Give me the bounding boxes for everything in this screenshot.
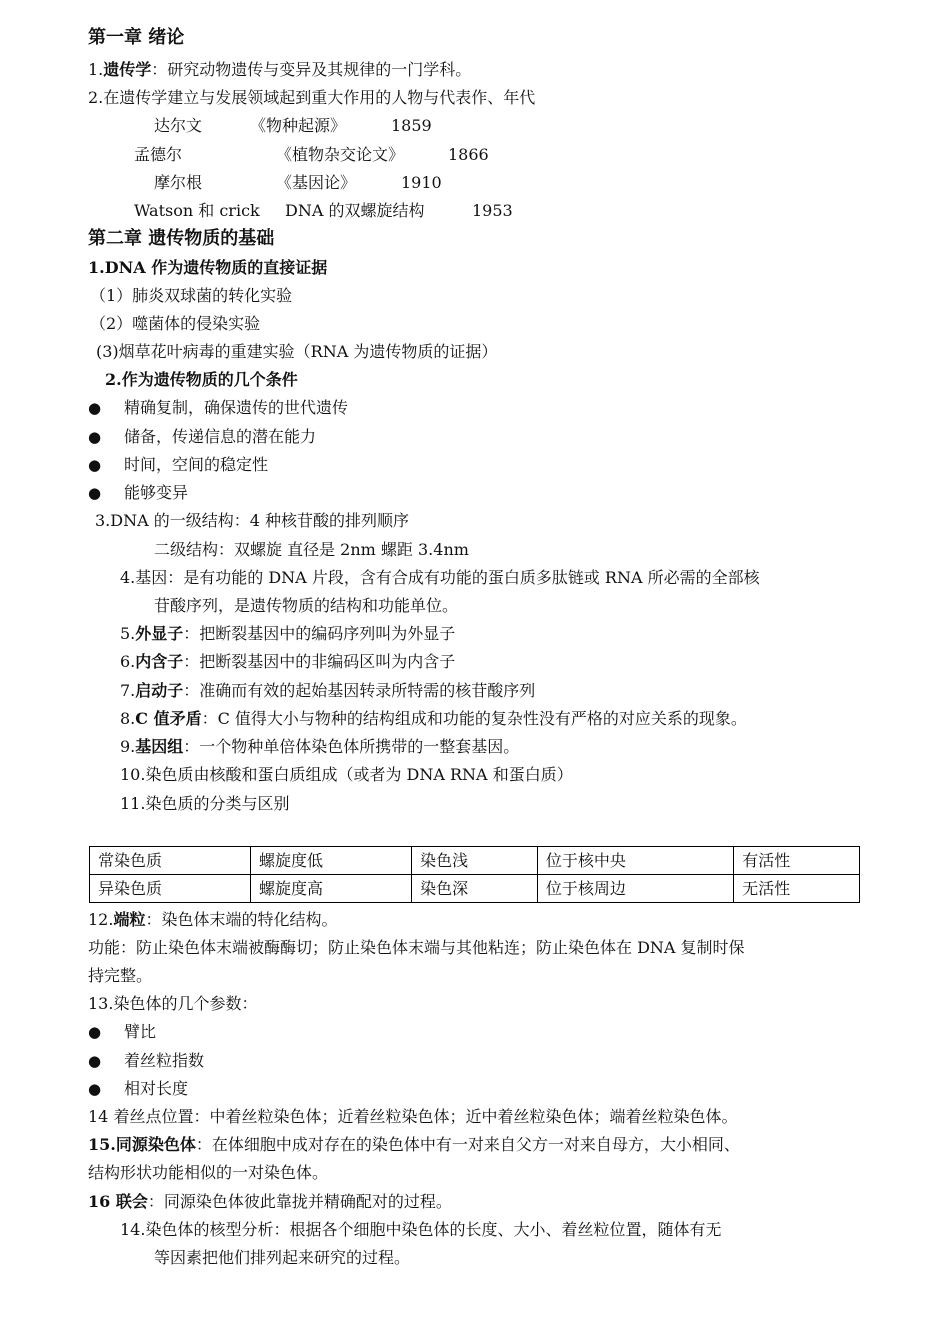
- bullet-item: 臂比: [124, 1022, 157, 1041]
- bullet-icon: ●: [88, 1052, 102, 1070]
- table-row: [90, 847, 860, 875]
- section1-item: （2）噬菌体的侵染实验: [90, 314, 261, 333]
- section4-line2: 苷酸序列，是遗传物质的结构和功能单位。: [154, 596, 459, 615]
- bullet-item: 储备，传递信息的潜在能力: [124, 427, 317, 446]
- table-cell: 异染色质: [90, 875, 251, 903]
- table-cell: 常染色质: [90, 847, 251, 875]
- ch1-item1: [88, 60, 471, 80]
- person-year: 1859: [391, 116, 432, 135]
- section1-title: 1.DNA 作为遗传物质的直接证据: [88, 258, 328, 277]
- ch1-item2: 2.在遗传学建立与发展领域起到重大作用的人物与代表作、年代: [88, 88, 536, 107]
- section10: 10.染色质由核酸和蛋白质组成（或者为 DNA RNA 和蛋白质）: [120, 765, 573, 784]
- person-name: 孟德尔: [134, 145, 183, 164]
- table-cell: 染色深: [412, 875, 538, 903]
- section-text: ：把断裂基因中的编码序列叫为外显子: [183, 624, 456, 643]
- section14-centromere: 14 着丝点位置：中着丝粒染色体；近着丝粒染色体；近中着丝粒染色体；端着丝粒染色体。: [88, 1107, 738, 1126]
- section9: [120, 737, 519, 757]
- section-term: 端粒: [113, 910, 146, 929]
- person-name: 摩尔根: [154, 173, 203, 192]
- section-term: 15.同源染色体: [88, 1135, 196, 1154]
- section-term: 启动子: [135, 681, 184, 700]
- chromatin-table: [89, 846, 860, 903]
- section11: 11.染色质的分类与区别: [120, 794, 290, 813]
- bullet-item: 能够变异: [124, 483, 189, 502]
- person-work: DNA 的双螺旋结构: [285, 201, 425, 220]
- section3-line1: 3.DNA 的一级结构：4 种核苷酸的排列顺序: [95, 511, 410, 530]
- section1-item: （1）肺炎双球菌的转化实验: [90, 286, 293, 305]
- person-name: Watson 和 crick: [134, 201, 260, 220]
- ch1-item1-text: ：研究动物遗传与变异及其规律的一门学科。: [151, 60, 472, 79]
- person-work: 《植物杂交论文》: [276, 145, 405, 164]
- bullet-icon: ●: [88, 1080, 102, 1098]
- section-term: 16 联会: [88, 1192, 148, 1211]
- section-num: 5.: [120, 624, 136, 643]
- section14-karyotype-line2: 等因素把他们排列起来研究的过程。: [154, 1248, 411, 1267]
- table-row: [90, 875, 860, 903]
- bullet-item: 着丝粒指数: [124, 1051, 205, 1070]
- section-term: C 值矛盾: [135, 709, 202, 728]
- section-text: ：染色体末端的特化结构。: [145, 910, 338, 929]
- section-text: ：C 值得大小与物种的结构组成和功能的复杂性没有严格的对应关系的现象。: [201, 709, 747, 728]
- ch1-item1-num: 1.: [88, 60, 104, 79]
- section-num: 9.: [120, 737, 136, 756]
- section-text: ：同源染色体彼此靠拢并精确配对的过程。: [147, 1192, 452, 1211]
- section-text: ：在体细胞中成对存在的染色体中有一对来自父方一对来自母方，大小相同、: [195, 1135, 740, 1154]
- person-work: 《基因论》: [276, 173, 357, 192]
- table-cell: 无活性: [734, 875, 860, 903]
- section5: [120, 624, 455, 644]
- section13: 13.染色体的几个参数：: [88, 994, 258, 1013]
- section15-line2: 结构形状功能相似的一对染色体。: [88, 1163, 329, 1182]
- section3-line2: 二级结构：双螺旋 直径是 2nm 螺距 3.4nm: [154, 540, 469, 559]
- section2-title: 2.作为遗传物质的几个条件: [105, 370, 298, 389]
- section16: [88, 1192, 452, 1212]
- table-cell: 有活性: [734, 847, 860, 875]
- section15: [88, 1135, 740, 1155]
- section-term: 基因组: [135, 737, 184, 756]
- bullet-icon: ●: [88, 428, 102, 446]
- section-term: 内含子: [135, 652, 184, 671]
- section-num: 12.: [88, 910, 114, 929]
- chapter1-title: 第一章 绪论: [88, 27, 185, 48]
- person-year: 1953: [472, 201, 513, 220]
- table-cell: 染色浅: [412, 847, 538, 875]
- table-cell: 螺旋度低: [251, 847, 412, 875]
- section-num: 8.: [120, 709, 136, 728]
- section-text: ：准确而有效的起始基因转录所特需的核苷酸序列: [183, 681, 536, 700]
- section-num: 6.: [120, 652, 136, 671]
- bullet-item: 时间，空间的稳定性: [124, 455, 269, 474]
- section-text: ：一个物种单倍体染色体所携带的一整套基因。: [183, 737, 520, 756]
- ch1-item1-term: 遗传学: [103, 60, 152, 79]
- bullet-icon: ●: [88, 456, 102, 474]
- section12: [88, 910, 337, 930]
- section12-function-line1: 功能：防止染色体末端被酶酶切；防止染色体末端与其他粘连；防止染色体在 DNA 复制时保: [88, 938, 745, 957]
- bullet-icon: ●: [88, 484, 102, 502]
- chapter2-title: 第二章 遗传物质的基础: [88, 228, 275, 249]
- table-cell: 位于核中央: [537, 847, 733, 875]
- bullet-item: 精确复制，确保遗传的世代遗传: [124, 398, 349, 417]
- section4-line1: 4.基因：是有功能的 DNA 片段，含有合成有功能的蛋白质多肽链或 RNA 所必需的全部核: [120, 568, 760, 587]
- bullet-icon: ●: [88, 399, 102, 417]
- section14-karyotype-line1: 14.染色体的核型分析：根据各个细胞中染色体的长度、大小、着丝粒位置，随体有无: [120, 1220, 722, 1239]
- person-year: 1866: [448, 145, 489, 164]
- person-work: 《物种起源》: [250, 116, 347, 135]
- bullet-icon: ●: [88, 1023, 102, 1041]
- section6: [120, 652, 455, 672]
- person-name: 达尔文: [154, 116, 203, 135]
- section-num: 7.: [120, 681, 136, 700]
- bullet-item: 相对长度: [124, 1079, 189, 1098]
- section12-function-line2: 持完整。: [88, 966, 153, 985]
- table-cell: 螺旋度高: [251, 875, 412, 903]
- table-cell: 位于核周边: [537, 875, 733, 903]
- section7: [120, 681, 535, 701]
- section-term: 外显子: [135, 624, 184, 643]
- section-text: ：把断裂基因中的非编码区叫为内含子: [183, 652, 456, 671]
- person-year: 1910: [401, 173, 442, 192]
- section1-item: (3)烟草花叶病毒的重建实验（RNA 为遗传物质的证据）: [96, 342, 498, 361]
- section8: [120, 709, 747, 729]
